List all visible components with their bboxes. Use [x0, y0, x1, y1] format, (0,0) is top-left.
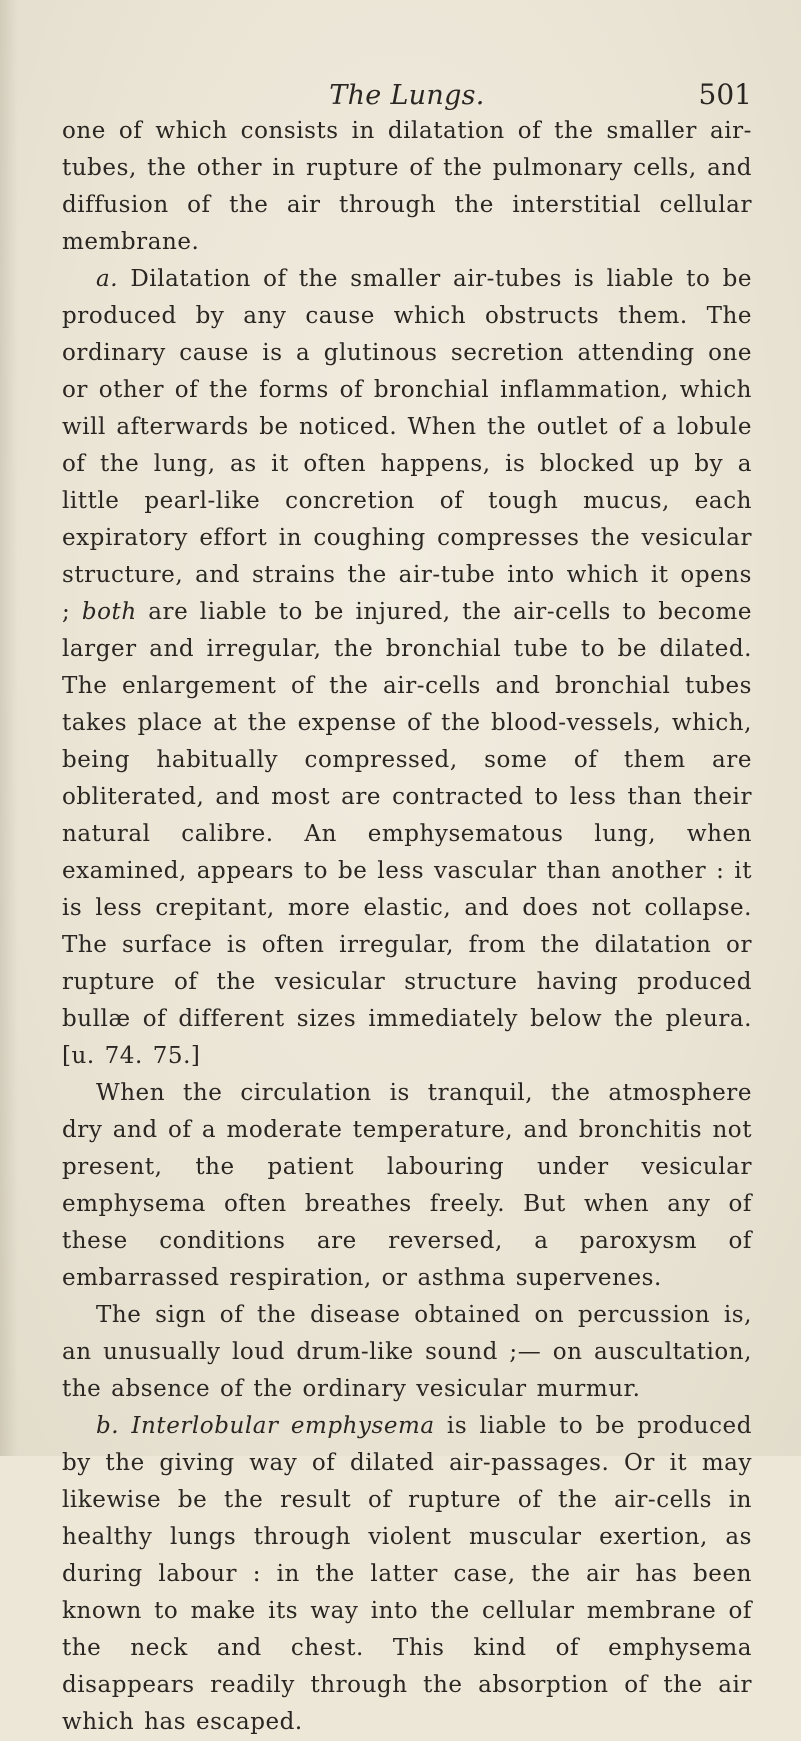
text-segment: is liable to be produced by the giving way of dilated air-passages. Or it may likewise be the result of rupture of the air-cells in healthy lungs through violent muscular exertion, as during labour : in the latter case, the air has been known to make its way into the cellular membrane of the neck and chest. This kind of emphysema disappears readily through the absorption of the air which has escaped.: [62, 1413, 752, 1735]
italic-text: a.: [96, 266, 119, 292]
text-segment: Dilatation of the smaller air-tubes is liable to be produced by any cause which obstructs them. The ordinary cause is a glutinous secretion attending one or other of the forms of bronchial inflammation, which will afterwards be noticed. When the outlet of a lobule of the lung, as it often happens, is blocked up by a little pearl-like concretion of tough mucus, each expiratory effort in coughing compresses the vesicular structure, and strains the air-tube into which it opens ;: [62, 266, 752, 625]
paragraph: [62, 113, 752, 261]
text-segment: are liable to be injured, the air-cells to become larger and irregular, the bronchial tube to be dilated. The enlargement of the air-cells and bronchial tubes takes place at the expense of the blood-vessels, which, being habitually compressed, some of them are obliterated, and most are contracted to less than their natural calibre. An emphysematous lung, when examined, appears to be less vascular than another : it is less crepitant, more elastic, and does not collapse. The surface is often irregular, from the dilatation or rupture of the vesicular structure having produced bullæ of different sizes immediately below the pleura. [u. 74. 75.]: [62, 599, 752, 1069]
running-title: The Lungs.: [329, 80, 485, 111]
paragraph: [62, 1297, 752, 1408]
paragraph: [62, 1075, 752, 1297]
text-segment: The sign of the disease obtained on percussion is, an unusually loud drum-like sound ;— on auscultation, the absence of the ordinary vesicular murmur.: [62, 1302, 752, 1402]
text-segment: When the circulation is tranquil, the atmosphere dry and of a moderate temperature, and bronchitis not present, the patient labouring under vesicular emphysema often breathes freely. But when any of these conditions are reversed, a paroxysm of embarrassed respiration, or asthma supervenes.: [62, 1080, 752, 1291]
italic-text: both: [81, 599, 137, 625]
body-text: [62, 113, 752, 1741]
page-header: [62, 78, 752, 118]
paragraph: [62, 261, 752, 1075]
paragraph: [62, 1408, 752, 1741]
text-segment: one of which consists in dilatation of the smaller air-tubes, the other in rupture of the pulmonary cells, and diffusion of the air through the interstitial cellular membrane.: [62, 118, 752, 255]
italic-text: b. Interlobular emphysema: [96, 1413, 435, 1439]
page-number: 501: [698, 78, 752, 111]
